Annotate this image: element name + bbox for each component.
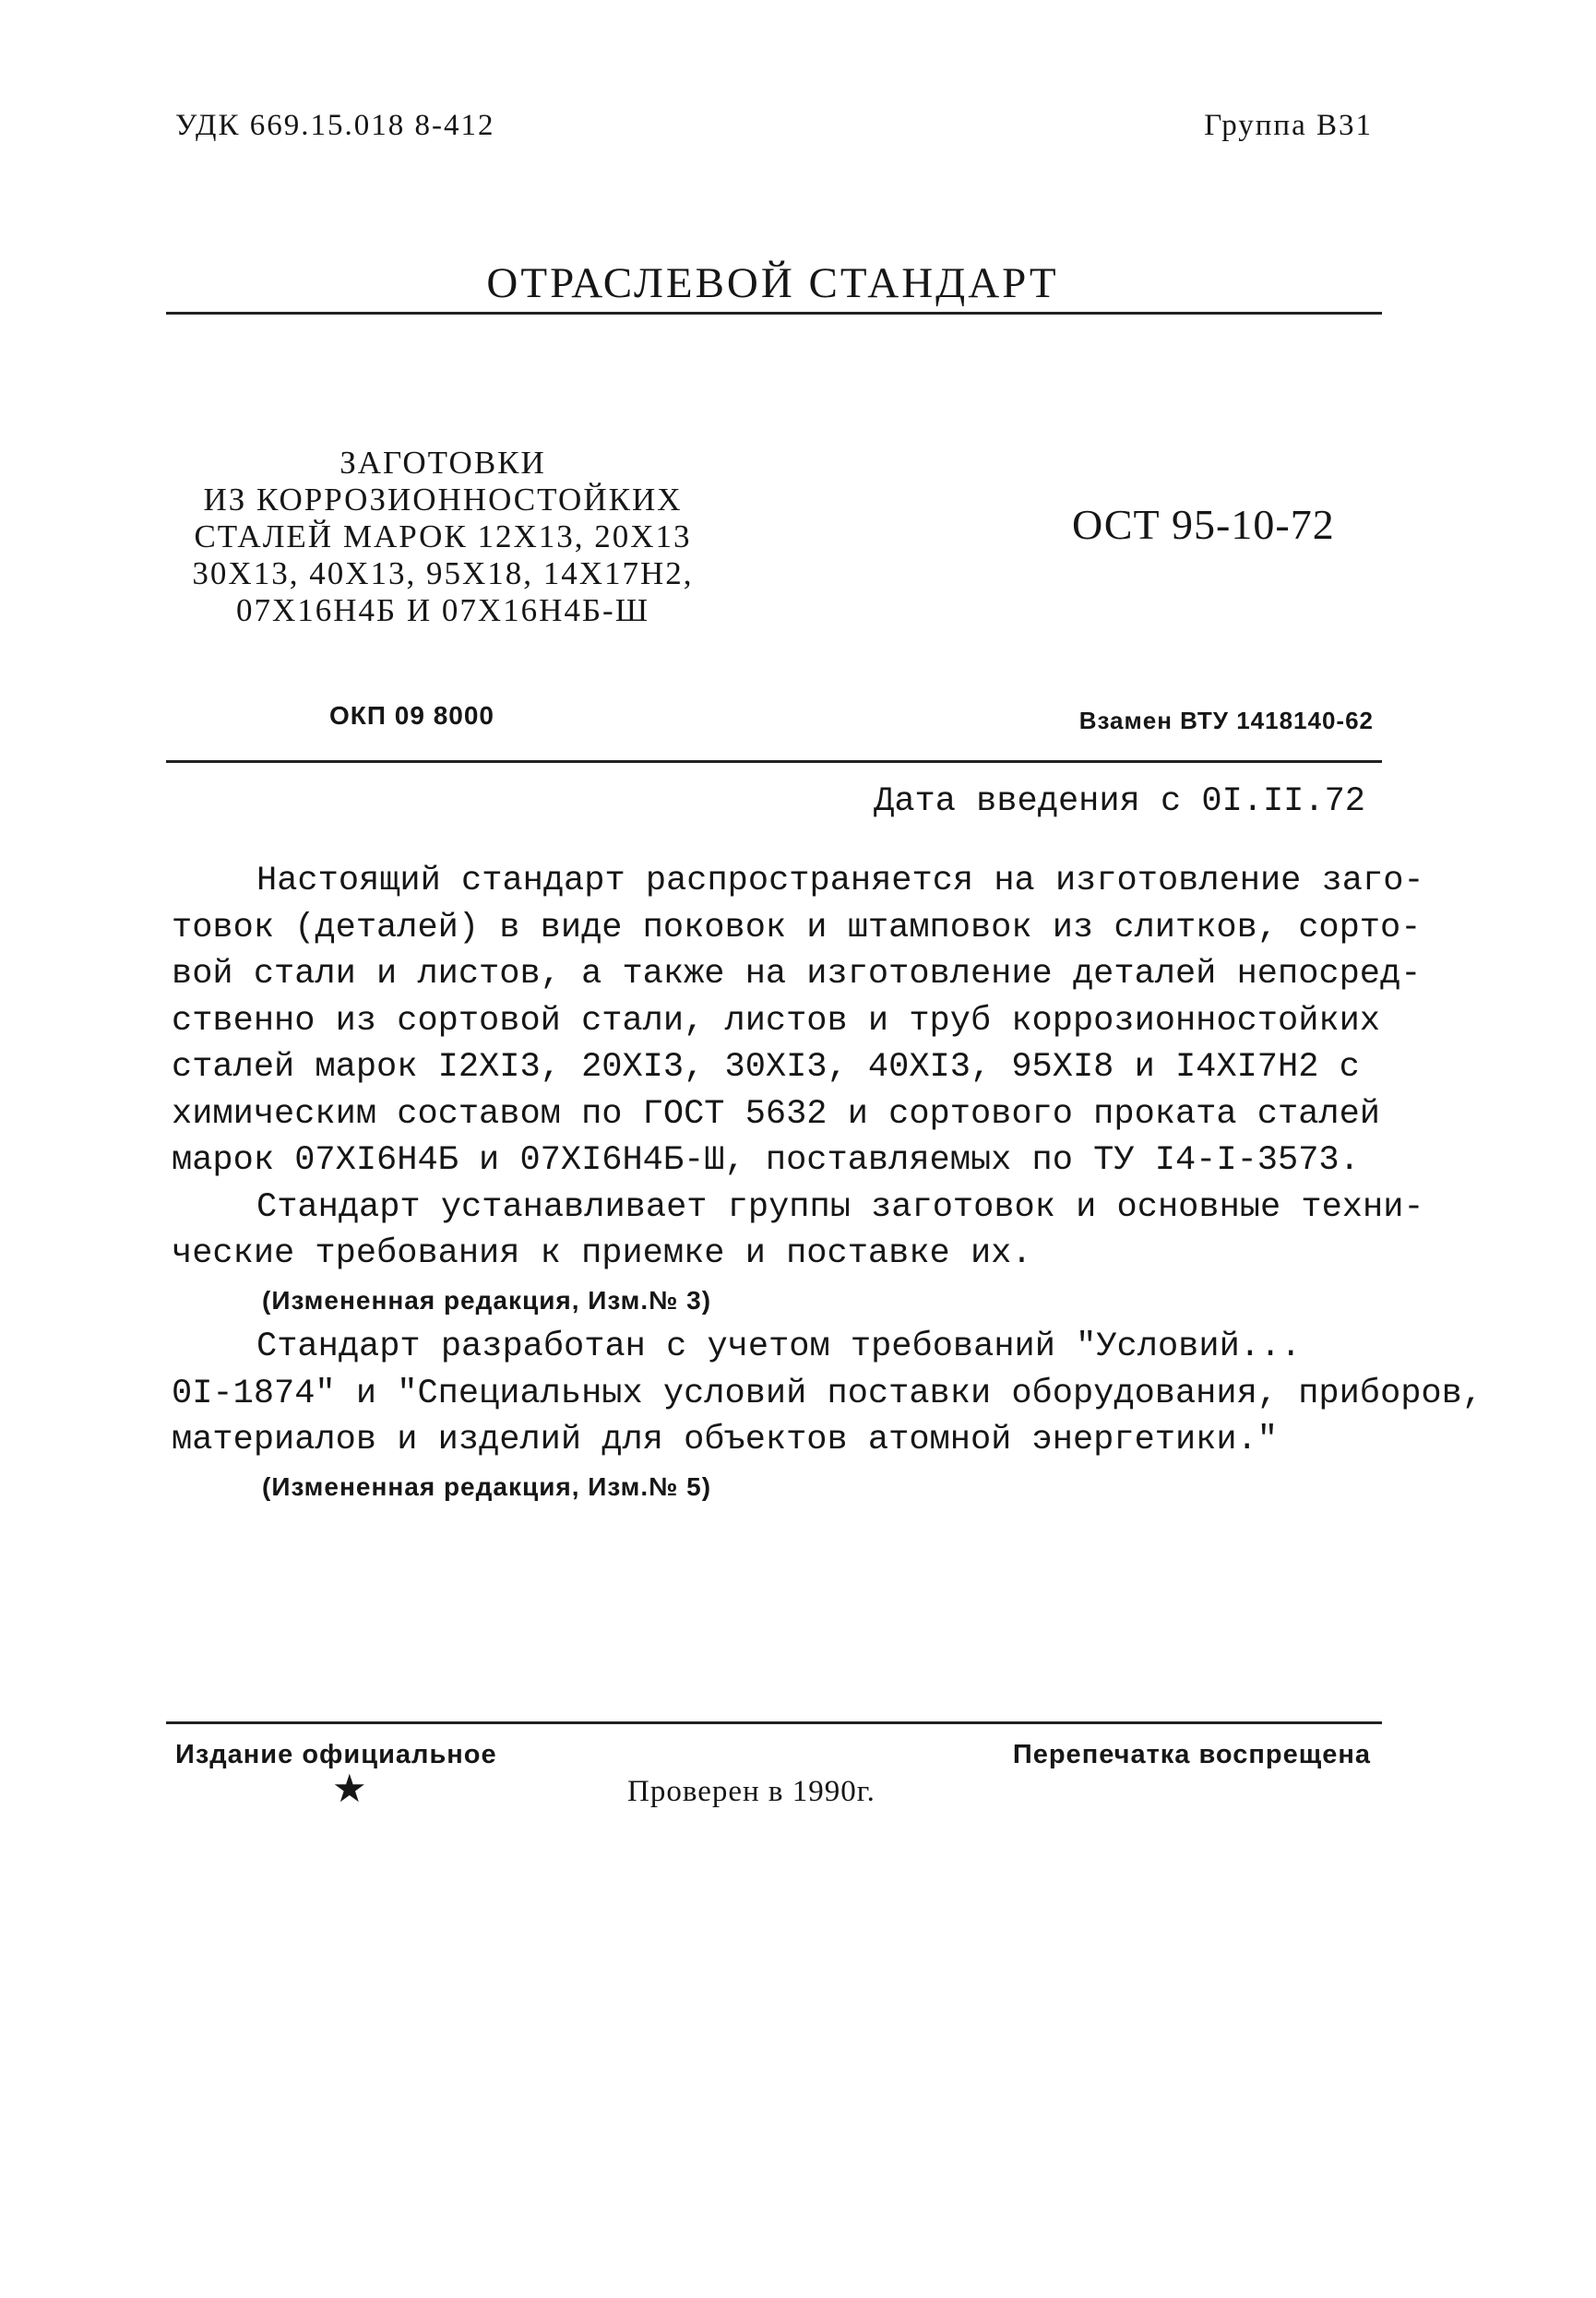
subject-line: ИЗ КОРРОЗИОННОСТОЙКИХ [203,482,683,518]
header-rule [166,760,1382,763]
amendment-note: (Измененная редакция, Изм.№ 5) [262,1471,712,1501]
title-rule [166,312,1382,315]
body-line: 0I-1874" и "Специальных условий поставки оборудования, приборов, [172,1374,1483,1413]
star-icon: ★ [332,1768,367,1811]
body-line: товок (деталей) в виде поковок и штамповок из слитков, сорто- [172,908,1422,947]
footer-rule [166,1721,1382,1724]
subject-line: 07Х16Н4Б И 07Х16Н4Б-Ш [235,592,650,628]
body-line: ственно из сортовой стали, листов и труб коррозионностойких [172,1001,1381,1041]
group-code: Группа В31 [1204,109,1373,142]
subject-line: СТАЛЕЙ МАРОК 12Х13, 20Х13 [194,518,692,554]
subject-line: ЗАГОТОВКИ [339,445,546,481]
introduction-date: Дата введения с 0I.II.72 [874,782,1365,821]
udk-code: УДК 669.15.018 8-412 [175,109,495,142]
standard-designation: ОСТ 95-10-72 [1072,501,1335,548]
subject-line: 30Х13, 40Х13, 95Х18, 14Х17Н2, [192,555,694,591]
body-line: Настоящий стандарт распространяется на изготовление заго- [256,862,1424,900]
body-line: Стандарт разработан с учетом требований "Условий... [256,1328,1302,1366]
subject-block [166,445,720,629]
body-line: вой стали и листов, а также на изготовление деталей непосред- [172,955,1422,994]
body-line: марок 07XI6H4Б и 07XI6H4Б-Ш, поставляемых по ТУ I4-I-3573. [172,1141,1360,1180]
replaces-note: Взамен ВТУ 1418140-62 [1078,707,1374,734]
reprint-prohibited: Перепечатка воспрещена [1012,1740,1371,1769]
body-line: Стандарт устанавливает группы заготовок и основные техни- [256,1187,1424,1227]
body-line: химическим составом по ГОСТ 5632 и сортового проката сталей [172,1094,1381,1134]
body-line: сталей марок I2XI3, 20XI3, 30XI3, 40XI3, 95XI8 и I4XI7H2 с [172,1048,1360,1087]
checked-note: Проверен в 1990г. [627,1775,875,1808]
body-line: материалов и изделий для объектов атомной энергетики." [172,1421,1278,1459]
amendment-note: (Измененная редакция, Изм.№ 3) [262,1285,712,1315]
document-title: ОТРАСЛЕВОЙ СТАНДАРТ [486,259,1059,307]
body-text [172,858,1483,1510]
official-edition: Издание официальное [175,1740,497,1769]
okp-code: ОКП 09 8000 [329,701,494,730]
body-line: ческие требования к приемке и поставке их. [172,1234,1032,1273]
